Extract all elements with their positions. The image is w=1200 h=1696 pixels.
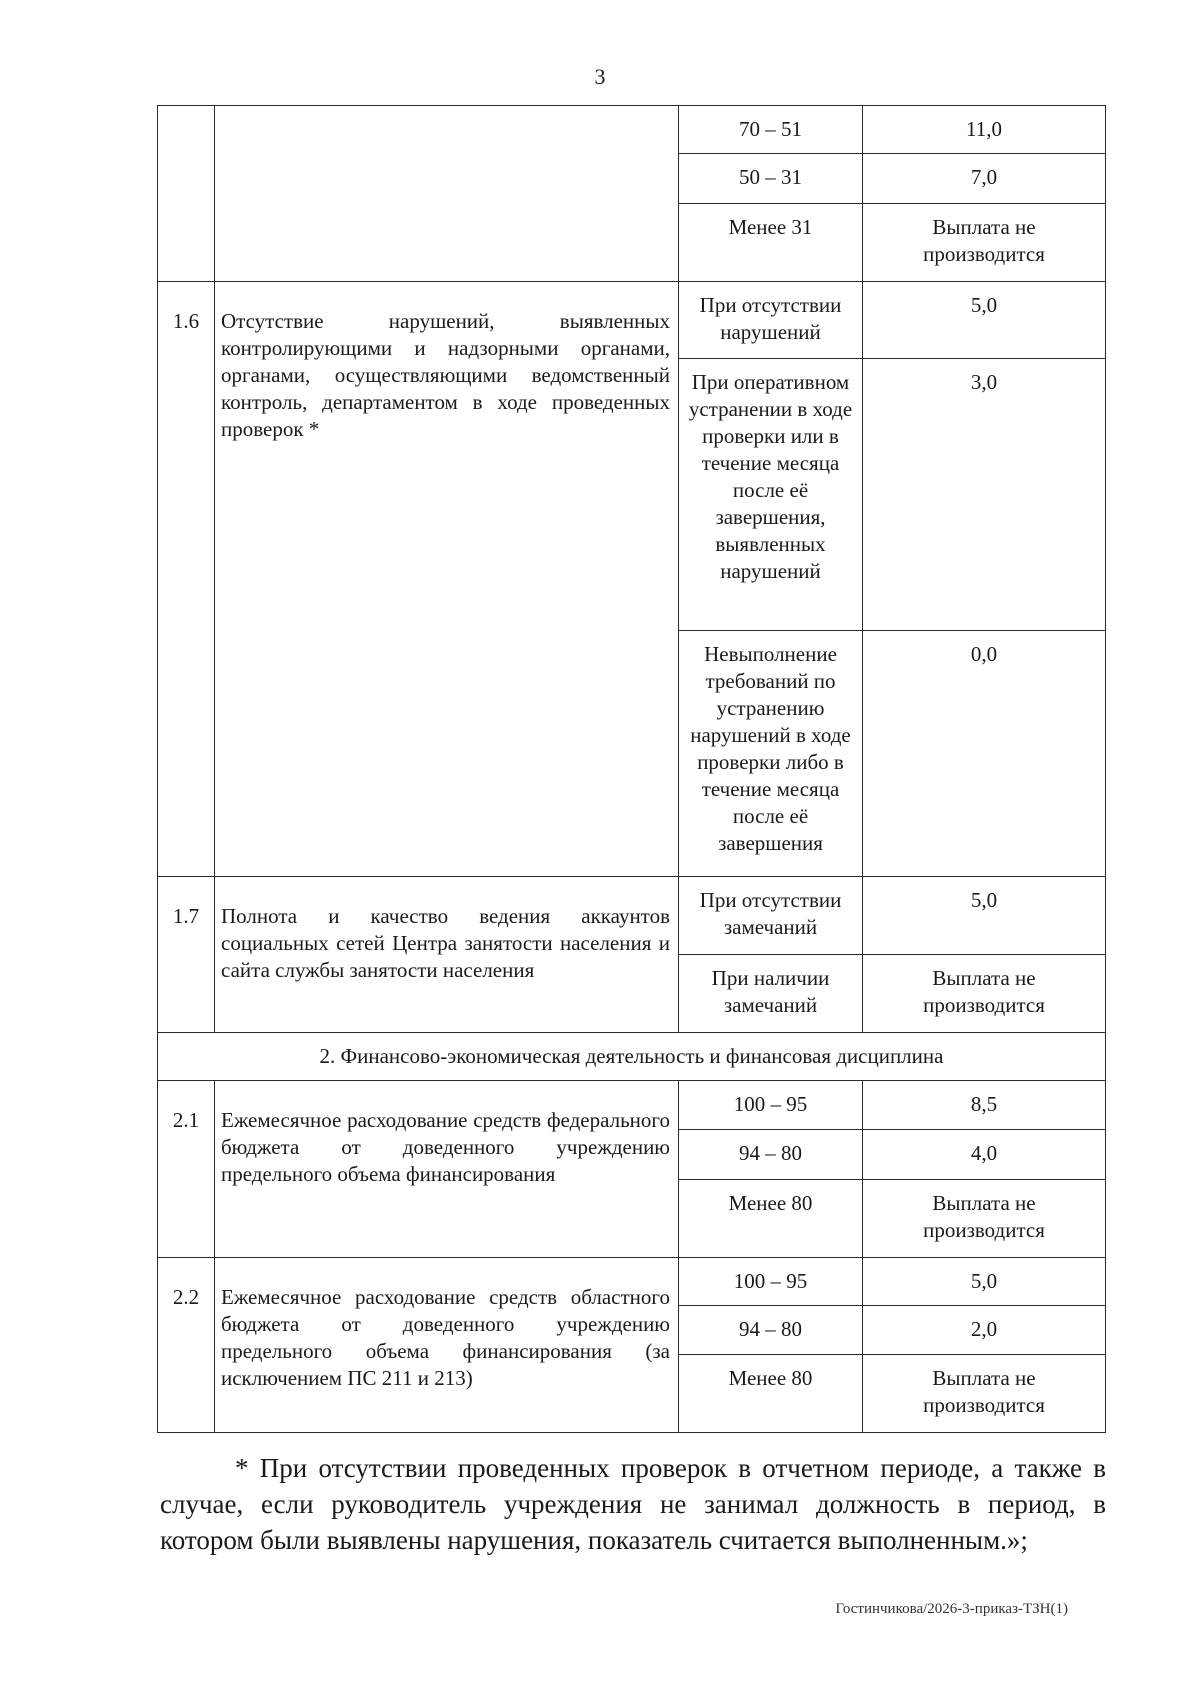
item-description: Полнота и качество ведения аккаунтов социальных сетей Центра занятости населения и сайта службы занятости населения [215, 877, 679, 1033]
condition-cell: Менее 31 [679, 204, 863, 282]
item-description: Ежемесячное расходование средств областного бюджета от доведенного учреждению предельного объема финансирования (за исключением ПС 211 и 213) [215, 1258, 679, 1433]
condition-cell: 50 – 31 [679, 154, 863, 204]
item-description: Ежемесячное расходование средств федерального бюджета от доведенного учреждению предельного объема финансирования [215, 1081, 679, 1258]
table-row [158, 282, 1106, 359]
value-cell: 2,0 [863, 1306, 1106, 1355]
item-number: 1.7 [158, 877, 215, 1033]
condition-cell: При оперативном устранении в ходе проверки или в течение месяца после её завершения, выявленных нарушений [679, 359, 863, 631]
item-number: 2.2 [158, 1258, 215, 1433]
table-row [158, 1033, 1106, 1081]
value-cell: 4,0 [863, 1130, 1106, 1180]
value-cell: 7,0 [863, 154, 1106, 204]
condition-cell: Менее 80 [679, 1355, 863, 1433]
value-cell: 3,0 [863, 359, 1106, 631]
condition-cell: При отсутствии нарушений [679, 282, 863, 359]
condition-cell: При наличии замечаний [679, 955, 863, 1033]
document-code: Гостинчикова/2026-3-приказ-ТЗН(1) [835, 1601, 1068, 1617]
number-cell-empty [158, 106, 215, 282]
section-heading: 2. Финансово-экономическая деятельность и финансовая дисциплина [158, 1033, 1106, 1081]
table-row [158, 1081, 1106, 1130]
criteria-table [157, 105, 1106, 1433]
item-number: 1.6 [158, 282, 215, 877]
condition-cell: При отсутствии замечаний [679, 877, 863, 955]
value-cell: 5,0 [863, 1258, 1106, 1306]
footnote: * При отсутствии проведенных проверок в отчетном периоде, а также в случае, если руководитель учреждения не занимал должность в период, в котором были выявлены нарушения, показатель считается выполненным.»; [160, 1453, 1106, 1555]
table-row [158, 877, 1106, 955]
condition-cell: 94 – 80 [679, 1130, 863, 1180]
condition-cell: 100 – 95 [679, 1081, 863, 1130]
condition-cell: Невыполнение требований по устранению нарушений в ходе проверки либо в течение месяца после её завершения [679, 631, 863, 877]
value-cell: 0,0 [863, 631, 1106, 877]
condition-cell: 70 – 51 [679, 106, 863, 154]
table-row [158, 1258, 1106, 1306]
condition-cell: 100 – 95 [679, 1258, 863, 1306]
value-cell: 11,0 [863, 106, 1106, 154]
table-row [158, 106, 1106, 154]
item-description: Отсутствие нарушений, выявленных контролирующими и надзорными органами, органами, осуществляющими ведомственный контроль, департаментом в ходе проведенных проверок * [215, 282, 679, 877]
value-cell: 5,0 [863, 877, 1106, 955]
description-cell-empty [215, 106, 679, 282]
value-cell: Выплата не производится [863, 1355, 1106, 1433]
value-cell: 8,5 [863, 1081, 1106, 1130]
value-cell: Выплата не производится [863, 955, 1106, 1033]
item-number: 2.1 [158, 1081, 215, 1258]
value-cell: 5,0 [863, 282, 1106, 359]
condition-cell: 94 – 80 [679, 1306, 863, 1355]
value-cell: Выплата не производится [863, 204, 1106, 282]
page-number: 3 [594, 64, 606, 89]
condition-cell: Менее 80 [679, 1180, 863, 1258]
value-cell: Выплата не производится [863, 1180, 1106, 1258]
